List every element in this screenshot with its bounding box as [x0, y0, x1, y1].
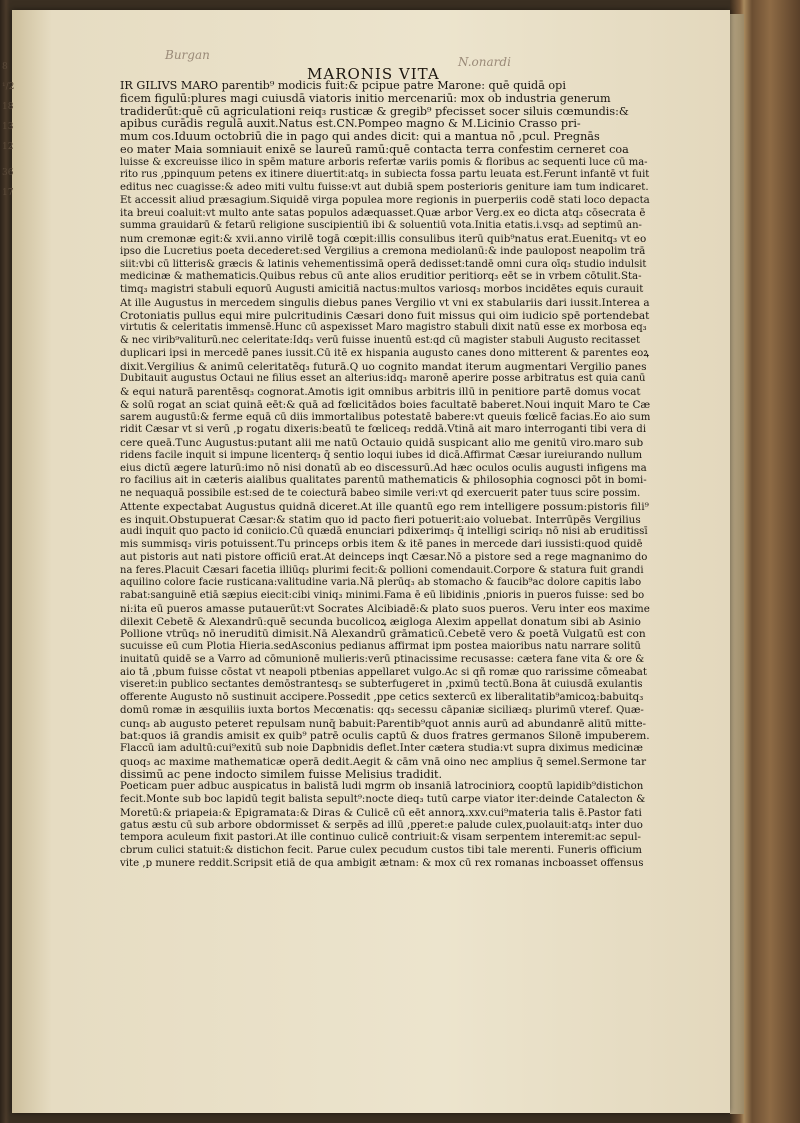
text-line: Pollione vtrūq₃ nō ineruditū dimisit.Nā Alexandrū grāmaticū.Cebetē vero & poetā Vulgatū est con — [120, 628, 646, 641]
margin-note: ¹/2 — [2, 82, 15, 92]
text-line: gatus æstu cū sub arbore obdormisset & serpēs ad illū ,pperet:e palude culex,puolauit:atq₃ inter duo — [120, 819, 643, 831]
text-line: ipso die Lucretius poeta decederet:sed Vergilius a cremona mediolanū:& inde paulopost neapolim trā — [120, 245, 646, 257]
text-line: vite ,p munere reddit.Scripsit etiā de qua ambigit ætnam: & mox cū rex romanas incboasset offensus — [120, 857, 644, 869]
text-line: medicinæ & mathematicis.Quibus rebus cū ante alios eruditior peritiorq₃ eēt se in vrbem cōtulit.Sta- — [120, 271, 642, 283]
text-line: virtutis & celeritatis immensē.Hunc cū aspexisset Maro magistro stabuli dixit natū esse ex morbosa eq₃ — [120, 322, 647, 334]
text-line: aut pistoris aut nati pistore officiū erat.At deinceps inqt Cæsar.Nō a pistore sed a rege magnanimo do — [120, 551, 648, 563]
text-line: domū romæ in æsquiliis iuxta bortos Mecœnatis: qq₃ secessu cāpaniæ siciliæq₃ plurimū vteref. Quæ- — [120, 704, 644, 716]
text-line: quoq₃ ac maxime mathematicæ operā dedit.Aegit & cām vnā oino nec amplius q̄ semel.Sermone tar — [120, 755, 647, 768]
text-line: eius dictū ægere laturū:imo nō nisi donatū ab eo discessurū.Ad hæc oculos oculis augusti infigens ma — [120, 462, 647, 474]
text-line: mum cos.Iduum octobriū die in pago qui andes dicit: qui a mantua nō ,pcul. Pregnās — [120, 131, 600, 143]
margin-note: 36 — [2, 168, 14, 178]
text-line: editus nec cuagisse:& adeo miti vultu fuisse:vt aut dubiā spem posterioris geniture iam tum indicaret. — [120, 182, 649, 193]
text-line: ridit Cæsar vt si verū ,p rogatu dixeris:beatū te fœliceq₃ reddā.Vtinā ait maro interroganti tibi vera di — [120, 424, 647, 436]
margin-note: 12 — [2, 142, 14, 152]
text-line: ita breui coaluit:vt multo ante satas populos adæquasset.Quæ arbor Verg.ex eo dicta atq₃ cōsecrata ē — [120, 207, 646, 219]
text-line: fecit.Monte sub boc lapidū tegit balista sepult⁹:nocte dieq₃ tutū carpe viator iter:deinde Catalecton & — [120, 794, 646, 805]
text-line: apibus curādis regulā auxit.Natus est.CN.Pompeo magno & M.Licinio Crasso pri- — [120, 118, 581, 131]
text-line: dixit.Vergilius & animū celeritatēq₃ futurā.Q uo cognito mandat iterum augmentari Vergilio panes — [120, 360, 647, 373]
text-line: offerente Augusto nō sustinuit accipere.Possedit ,ppe cetics sextercū ex liberalitatib⁹amicoꝝ:babuitq₃ — [120, 692, 644, 703]
body-text — [120, 80, 650, 871]
text-line: Flaccū iam adultū:cui⁹exitū sub noie Dapbnidis deflet.Inter cætera studia:vt supra diximus medicinæ — [120, 743, 643, 754]
text-line: ro facilius ait in cæteris aialibus qualitates parentū mathematicis & philosophia cognosci pōt in bomi- — [120, 475, 647, 487]
text-line: & solū rogat an sciat quinā eēt:& quā ad fœlicitādos boies facultatē baberet.Noui inquit Maro te Cæ — [120, 398, 650, 411]
text-line: es inquit.Obstupuerat Cæsar:& statim quo id pacto fieri potuerit:aio voluebat. Interrūpēs Vergilius — [120, 513, 641, 526]
handwritten-annotation-left: Burgan — [165, 48, 210, 62]
text-line: viseret:in publico sectantes demōstrantesq₃ se subterfugeret in ,pximū tectū.Bona āt cuiusdā exulantis — [120, 679, 643, 691]
text-line: tradiderūt:quē cū agriculationi reiq₃ rusticæ & gregib⁹ pfecisset socer siluis cœmundis:& — [120, 105, 629, 118]
text-line: timq₃ magistri stabuli equorū Augusti amicitiā nactus:multos variosq₃ morbos incidētes equis curauit — [120, 284, 644, 295]
text-line: & nec virib⁹valiturū.nec celeritate:Idq₃ verū fuisse inuentū est:qd cū magister stabuli Augusto recitasset — [120, 335, 641, 346]
text-line: ne nequaquā possibile est:sed de te coiecturā babeo simile veri:vt qd exercuerit pater tuus scire possim. — [120, 488, 641, 499]
text-line: dissimū ac pene indocto similem fuisse Melisius tradidit. — [120, 768, 443, 781]
text-line: At ille Augustus in mercedem singulis diebus panes Vergilio vt vni ex stabulariis dari iussit.Interea a — [120, 296, 650, 309]
text-line: aquilino colore facie rusticana:valitudine varia.Nā plerūq₃ ab stomacho & faucib⁹ac dolore capitis labo — [120, 577, 642, 589]
text-line: dilexit Cebetē & Alexandrū:quē secunda bucolicoꝝ æigloga Alexim appellat donatum sibi ab Asinio — [120, 615, 641, 628]
margin-note: 17 — [2, 188, 14, 198]
text-line: ni:ita eū pueros amasse putauerūt:vt Socrates Alcibiadē:& plato suos pueros. Veru inter eos maxime — [120, 602, 650, 615]
text-line: Poeticam puer adbuc auspicatus in balistā ludi mgrm ob insaniā latrociniorꝝ cooptū lapidib⁹distichon — [120, 781, 644, 793]
text-line: inuitatū quidē se a Varro ad cōmunionē mulieris:verū ptinacissime recusasse: cætera fane vita & ore & — [120, 653, 645, 665]
text-line: Crotoniatis pullus equi mire pulcritudinis Cæsari dono fuit missus qui oim iudicio spē portendebat — [120, 309, 650, 322]
text-line: Moretū:& priapeia:& Epigramata:& Diras & Culicē cū eēt annorꝝ.xxv.cui⁹materia talis ē.Pastor fati — [120, 806, 642, 819]
text-line: duplicari ipsi in mercedē panes iussit.Cū itē ex hispania augusto canes dono mitterent & parentes eoꝝ — [120, 347, 650, 359]
text-line: bat:quos iā grandis amisit ex quib⁹ patrē oculis captū & duos fratres germanos Silonē impuberem. — [120, 730, 650, 743]
text-line: tempora aculeum fixit pastori.At ille continuo culicē contriuit:& visam serpentem interemit:ac sepul- — [120, 832, 641, 844]
text-line: Attente expectabat Augustus quidnā diceret.At ille quantū ego rem intelligere possum:pistoris fili⁹ — [120, 500, 649, 513]
text-line: ridens facile inquit si impune licenterq₃ q̄ sentio loqui iubes id dicā.Affirmat Cæsar iureiurando nullum — [120, 449, 643, 461]
text-line: cbrum culici statuit:& distichon fecit. Parue culex pecudum custos tibi tale merenti. Funeris officium — [120, 845, 642, 856]
page-edge — [730, 14, 744, 1114]
text-line: cere queā.Tunc Augustus:putant alii me natū Octauio quidā suspicant alio me genitū viro.maro sub — [120, 437, 644, 449]
left-margin-notes — [0, 50, 14, 1123]
margin-note: 18 — [2, 102, 14, 112]
text-line: & equi naturā parentēsq₃ cognorat.Amotis igit omnibus arbitris illū in penitiore partē domus vocat — [120, 386, 641, 398]
handwritten-annotation-right: N.onardi — [458, 55, 511, 69]
text-line: cunq₃ ab augusto peteret repulsam nunq̄ babuit:Parentib⁹quot annis aurū ad abundanrē alitū mitte- — [120, 717, 647, 730]
text-line: IR GILIVS MARO parentib⁹ modicis fuit:& pcipue patre Marone: quē quidā opi — [120, 80, 566, 92]
text-line: mis summisq₃ viris potuissent.Tu princeps orbis item & itē panes in mercede dari iussisti:quod quidē — [120, 539, 643, 550]
text-line: siit:vbi cū litteris& græcis & latinis vehementissimā operā dedisset:tandē omni cura oīq₃ studio indulsit — [120, 258, 647, 270]
text-line: Et accessit aliud præsagium.Siquidē virga populea more regionis in puerperiis codē stati loco depacta — [120, 194, 650, 206]
margin-note: 8 — [2, 62, 8, 72]
text-line: audi inquit quo pacto id coniicio.Cū quædā enunciari pdixerimq₃ q̄ intelligi sciriq₃ nō nisi ab eruditissī — [120, 526, 648, 538]
page-title: MARONIS VITA — [307, 65, 440, 83]
text-line: summa grauidarū & fetarū religione suscipientiū ibi & soluentiū vota.Initia etatis.i.vsq₃ ad septimū an- — [120, 220, 642, 232]
text-line: ficem figulū:plures magi cuiusdā viatoris initio mercenariū: mox ob industria generum — [120, 92, 611, 105]
text-line: eo mater Maia somniauit enixē se laureū ramū:quē contacta terra confestim cerneret coa — [120, 143, 629, 156]
text-line: luisse & excreuisse ilico in spēm mature arboris refertæ variis pomis & floribus ac sequenti luce cū ma- — [120, 156, 648, 168]
text-line: na feres.Placuit Cæsari facetia illiūq₃ plurimi fecit:& pollioni comendauit.Corpore & statura fuit grandi — [120, 564, 644, 576]
text-line: num cremonæ egit:& xvii.anno virilē togā cœpit:illis consulibus iterū quib⁹natus erat.Euenitq₃ vt eo — [120, 233, 647, 245]
text-line: sucuisse eū cum Plotia Hieria.sedAsconius pedianus affirmat ipm postea maioribus natu narrare solitū — [120, 641, 641, 652]
text-line: rabat:sanguinē etiā sæpius eiecit:cibi viniq₃ minimi.Fama ē eū libidinis ,pnioris in pueros fuisse: sed bo — [120, 590, 645, 601]
margin-note: 13 — [2, 122, 14, 132]
text-line: rito rus ,ppinquum petens ex itinere diuertit:atq₃ in subiecta fossa partu leuata est.Ferunt infantē vt fuit — [120, 169, 650, 181]
text-line: sarem augustū:& ferme equā cū diis immortalibus potestatē babere:vt queuis fœlicē facias.Eo aio sum — [120, 411, 650, 423]
text-line: aio tā ,pbum fuisse cōstat vt neapoli ptbenias appellaret vulgo.Ac si qñ romæ quo rarissime cōmeabat — [120, 666, 647, 678]
text-line: Dubitauit augustus Octaui ne filius esset an alterius:idq₃ maronē aperire posse arbitratus est quia canū — [120, 373, 646, 385]
